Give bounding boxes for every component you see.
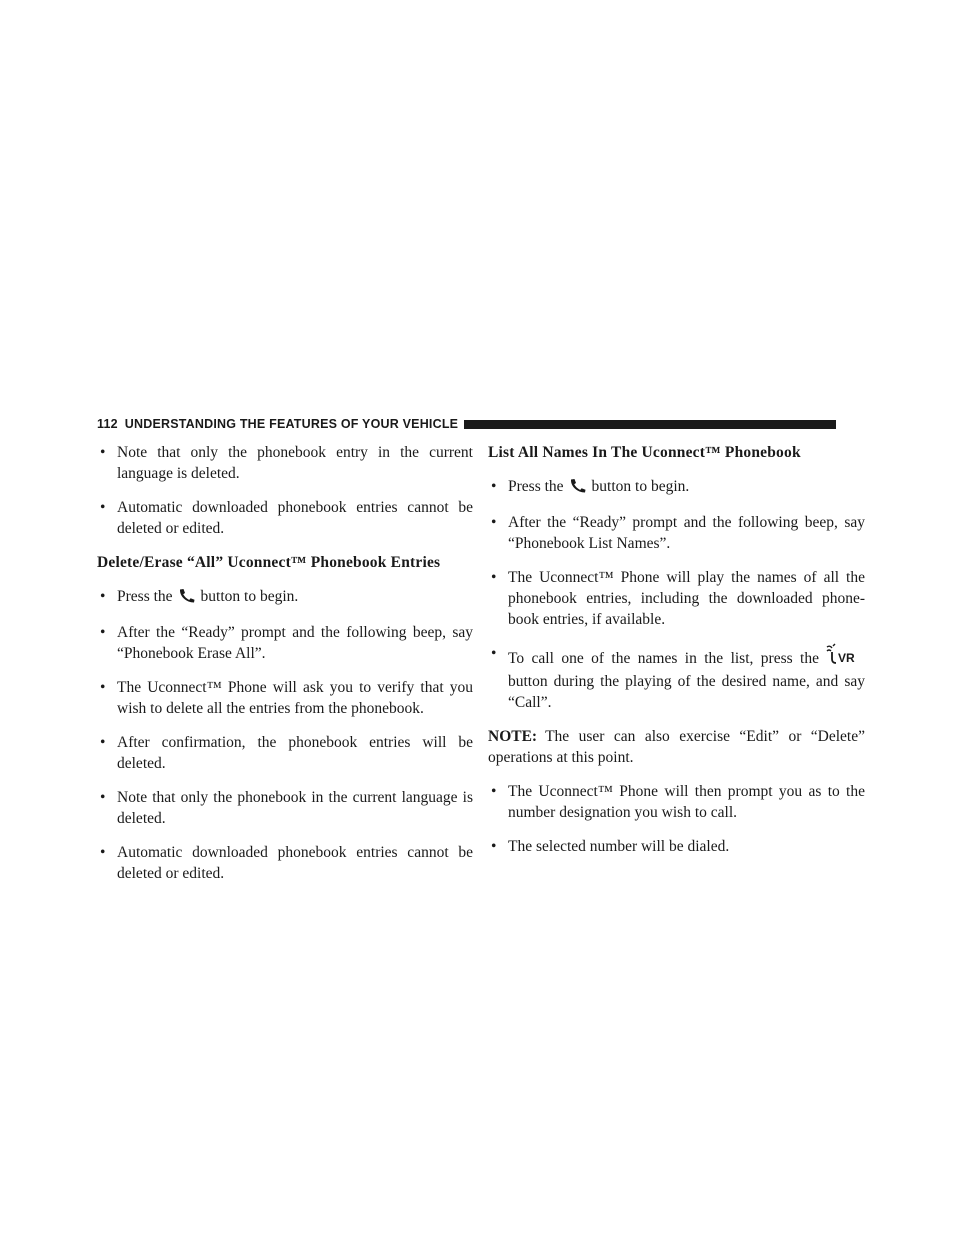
list-item: • After confirmation, the phonebook entries will be deleted. <box>100 734 473 772</box>
list-item: • After the “Ready” prompt and the following beep, say “Phonebook List Names”. <box>491 514 865 552</box>
phone-icon <box>178 588 196 609</box>
voice-recognition-icon <box>824 643 860 671</box>
list-item: • Press the button to begin. <box>488 476 865 499</box>
list-item: • The Uconnect™ Phone will play the names of all the phonebook entries, including the downloaded phone-book entries, if available. <box>491 569 865 628</box>
section-heading-delete-all: Delete/Erase “All” Uconnect™ Phonebook Entries <box>97 554 441 571</box>
section-title: UNDERSTANDING THE FEATURES OF YOUR VEHICLE <box>124 417 459 431</box>
right-column <box>488 442 865 870</box>
phone-icon <box>569 478 587 499</box>
list-item: • The Uconnect™ Phone will then prompt you as to the number designation you wish to call. <box>491 783 865 821</box>
page-header <box>97 414 836 434</box>
note-label: NOTE: <box>488 728 538 745</box>
left-column <box>97 442 473 897</box>
note-text: The user can also exercise “Edit” or “Delete” operations at this point. <box>488 728 865 766</box>
section-heading-list-names: List All Names In The Uconnect™ Phonebook <box>488 444 801 461</box>
list-item: • To call one of the names in the list, press the VR button during the playing of the desired name, and say “Call”. <box>491 645 865 711</box>
list-item: • Automatic downloaded phonebook entries cannot be deleted or edited. <box>100 844 473 882</box>
header-rule <box>464 420 836 429</box>
list-item: • Note that only the phonebook entry in the current language is deleted. <box>100 444 473 482</box>
note-paragraph <box>488 726 865 768</box>
list-item: • Automatic downloaded phonebook entries cannot be deleted or edited. <box>100 499 473 537</box>
svg-text:VR: VR <box>838 651 855 665</box>
list-item: • The Uconnect™ Phone will ask you to verify that you wish to delete all the entries from the phonebook. <box>100 679 473 717</box>
list-item: • Note that only the phonebook in the current language is deleted. <box>100 789 473 827</box>
list-item: • After the “Ready” prompt and the following beep, say “Phonebook Erase All”. <box>100 624 473 662</box>
page-number: 112 <box>97 417 118 431</box>
list-item: • Press the button to begin. <box>97 586 473 609</box>
list-item: • The selected number will be dialed. <box>491 838 730 855</box>
